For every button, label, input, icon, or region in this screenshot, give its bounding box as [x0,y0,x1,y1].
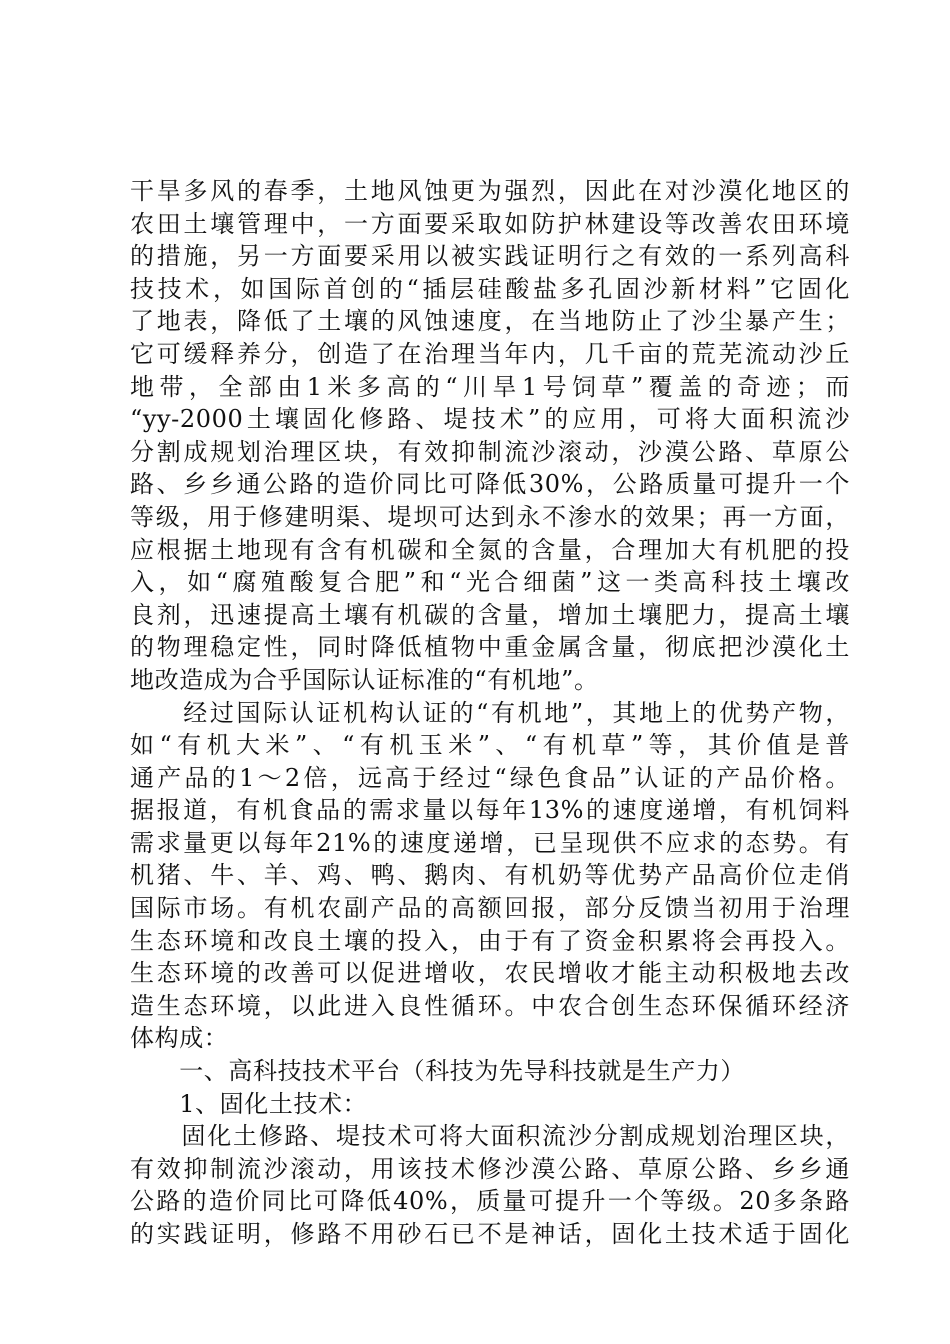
text-line: 地带，全部由1米多高的“川旱1号饲草”覆盖的奇迹；而 [130,372,850,401]
body-text [130,175,850,1251]
text-line: 地改造成为合乎国际认证标准的“有机地”。 [130,665,599,694]
text-line: 应根据土地现有含有机碳和全氮的含量，合理加大有机肥的投 [130,535,850,564]
text-line: 路、乡乡通公路的造价同比可降低30%，公路质量可提升一个 [130,470,850,499]
text-line: 分割成规划治理区块，有效抑制流沙滚动，沙漠公路、草原公 [130,437,850,466]
text-line: 固化土修路、堤技术可将大面积流沙分割成规划治理区块， [130,1122,850,1151]
text-line: 有效抑制流沙滚动，用该技术修沙漠公路、草原公路、乡乡通 [130,1154,850,1183]
text-line: 生态环境的改善可以促进增收，农民增收才能主动积极地去改 [130,959,850,988]
text-line: 需求量更以每年21%的速度递增，已呈现供不应求的态势。有 [130,828,850,857]
text-line: 生态环境和改良土壤的投入，由于有了资金积累将会再投入。 [130,926,850,955]
text-line: 经过国际认证机构认证的“有机地”，其地上的优势产物， [130,698,850,727]
text-line: 等级，用于修建明渠、堤坝可达到永不渗水的效果；再一方面， [130,502,850,531]
text-line: 造生态环境，以此进入良性循环。中农合创生态环保循环经济 [130,991,850,1020]
text-line: 通产品的1～2倍，远高于经过“绿色食品”认证的产品价格。 [130,763,850,792]
text-line: 公路的造价同比可降低40%，质量可提升一个等级。20多条路 [130,1187,850,1216]
text-line: 的措施，另一方面要采用以被实践证明行之有效的一系列高科 [130,242,850,271]
text-line: 技技术，如国际首创的“插层硅酸盐多孔固沙新材料”它固化 [130,274,850,303]
text-line: 1、固化土技术： [130,1089,368,1118]
text-line: 的物理稳定性，同时降低植物中重金属含量，彻底把沙漠化土 [130,633,850,662]
text-line: 体构成： [130,1024,229,1053]
text-line: 干旱多风的春季，土地风蚀更为强烈，因此在对沙漠化地区的 [130,177,850,205]
text-line: 如“有机大米”、“有机玉米”、“有机草”等，其价值是普 [130,731,850,760]
text-line: 了地表，降低了土壤的风蚀速度，在当地防止了沙尘暴产生； [130,307,850,336]
text-line: 它可缓释养分，创造了在治理当年内，几千亩的荒芜流动沙丘 [130,339,850,368]
text-line: 农田土壤管理中，一方面要采取如防护林建设等改善农田环境 [130,209,850,238]
text-line: 机猪、牛、羊、鸡、鸭、鹅肉、有机奶等优势产品高价位走俏 [130,861,850,890]
text-line: 良剂，迅速提高土壤有机碳的含量，增加土壤肥力，提高土壤 [130,600,850,629]
text-line: “yy-2000土壤固化修路、堤技术”的应用，可将大面积流沙 [130,405,850,434]
text-line: 国际市场。有机农副产品的高额回报，部分反馈当初用于治理 [130,894,850,923]
text-line: 入，如“腐殖酸复合肥”和“光合细菌”这一类高科技土壤改 [130,568,850,597]
text-line: 据报道，有机食品的需求量以每年13%的速度递增，有机饲料 [130,796,850,825]
text-line: 一、高科技技术平台（科技为先导科技就是生产力） [130,1057,745,1086]
text-line: 的实践证明，修路不用砂石已不是神话，固化土技术适于固化 [130,1220,850,1248]
